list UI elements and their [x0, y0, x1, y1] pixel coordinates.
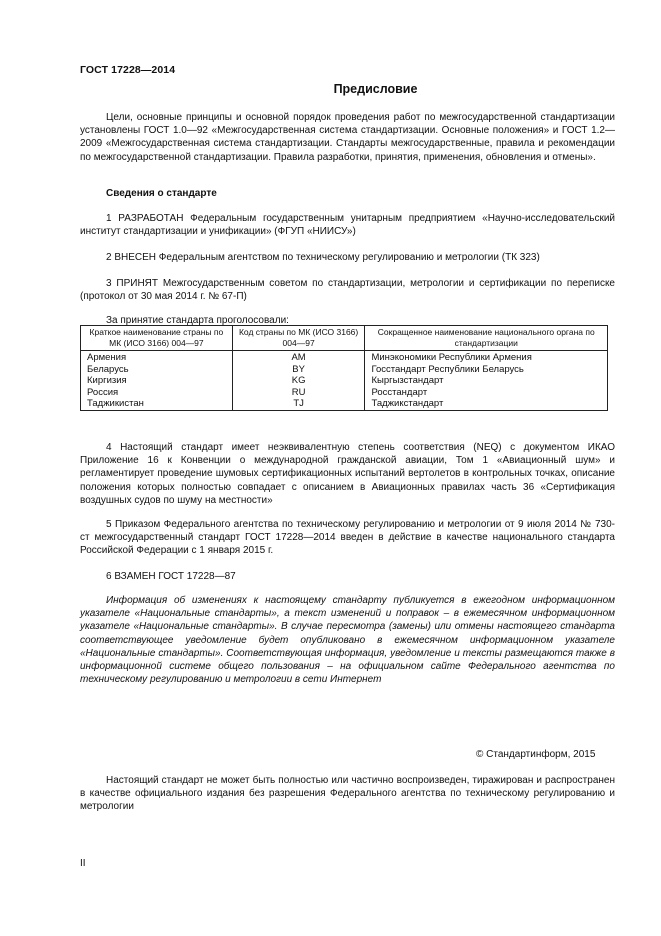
section-heading: Сведения о стандарте — [106, 188, 217, 199]
code-cell: KG — [232, 375, 365, 387]
vote-caption: За принятие стандарта проголосовали: — [106, 315, 289, 326]
body-cell: Кыргызстандарт — [365, 375, 608, 387]
item-equivalence: 4 Настоящий стандарт имеет неэквивалентную степень соответствия (NEQ) с документом ИКАО Приложение 16 к Конвенции о международной гражданской авиации, Том 1 «Авиационный шум» и регламентирует проведение шумовых сертификационных испытаний вертолетов в контрольных точках, описание положения которых полностью совпадает с описанием в Авиационных правилах часть 36 «Сертификация воздушных судов по шуму на местности» — [80, 442, 615, 506]
item-adopted: 3 ПРИНЯТ Межгосударственным советом по стандартизации, метрологии и сертификации по переписке (протокол от 30 мая 2014 г. № 67-П) — [80, 278, 615, 303]
body-cell: Минэкономики Республики Армения — [365, 351, 608, 364]
country-cell: Киргизия — [81, 375, 233, 387]
header-country: Краткое наименование страны по МК (ИСО 3166) 004—97 — [81, 326, 233, 351]
item-order: 5 Приказом Федерального агентства по техническому регулированию и метрологии от 9 июля 2014 № 730-ст межгосударственный стандарт ГОСТ 17228—2014 введен в действие в качестве национального стандарта Российской Федерации с 1 января 2015 г. — [80, 519, 615, 557]
info-note: Информация об изменениях к настоящему стандарту публикуется в ежегодном информационном указателе «Национальные стандарты», а текст изменений и поправок – в ежемесячном информационном указателе «Национальные стандарты». В случае пересмотра (замены) или отмены настоящего стандарта соответствующее уведомление будет опубликовано в ежемесячном информационном указателе «Национальные стандарты». Соответствующая информация, уведомление и тексты размещаются также в информационной системе общего пользования – на официальном сайте Федерального агентства по техническому регулированию и метрологии в сети Интернет — [80, 595, 615, 686]
intro-paragraph: Цели, основные принципы и основной порядок проведения работ по межгосударственной стандартизации установлены ГОСТ 1.0—92 «Межгосударственная система стандартизации. Основные положения» и ГОСТ 1.2—2009 «Межгосударственная система стандартизации. Стандарты межгосударственные, правила и рекомендации по межгосударственной стандартизации. Правила разработки, принятия, применения, обновления и отмены». — [80, 112, 615, 163]
table-row — [81, 351, 608, 364]
table-row — [81, 364, 608, 376]
table-row — [81, 398, 608, 410]
country-cell: Армения — [81, 351, 233, 364]
country-cell: Россия — [81, 387, 233, 399]
table-row — [81, 387, 608, 399]
country-cell: Таджикистан — [81, 398, 233, 410]
code-cell: BY — [232, 364, 365, 376]
votes-table-header — [81, 326, 608, 351]
page-number: II — [80, 858, 86, 869]
page-title: Предисловие — [333, 82, 418, 96]
copyright: © Стандартинформ, 2015 — [476, 749, 596, 760]
header-body: Сокращенное наименование национального органа по стандартизации — [365, 326, 608, 351]
body-cell: Росстандарт — [365, 387, 608, 399]
item-developed: 1 РАЗРАБОТАН Федеральным государственным унитарным предприятием «Научно-исследовательский институт стандартизации и унификации» (ФГУП «НИИСУ») — [80, 213, 615, 238]
reproduction-notice: Настоящий стандарт не может быть полностью или частично воспроизведен, тиражирован и распространен в качестве официального издания без разрешения Федерального агентства по техническому регулированию и метрологии — [80, 775, 615, 813]
item-replaces: 6 ВЗАМЕН ГОСТ 17228—87 — [106, 571, 236, 582]
table-row — [81, 375, 608, 387]
body-cell: Таджикстандарт — [365, 398, 608, 410]
votes-table — [80, 325, 608, 411]
country-cell: Беларусь — [81, 364, 233, 376]
code-cell: TJ — [232, 398, 365, 410]
code-cell: RU — [232, 387, 365, 399]
code-cell: AM — [232, 351, 365, 364]
standard-designation: ГОСТ 17228—2014 — [80, 64, 176, 76]
body-cell: Госстандарт Республики Беларусь — [365, 364, 608, 376]
item-introduced: 2 ВНЕСЕН Федеральным агентством по техническому регулированию и метрологии (ТК 323) — [106, 252, 540, 263]
header-code: Код страны по МК (ИСО 3166) 004—97 — [232, 326, 365, 351]
